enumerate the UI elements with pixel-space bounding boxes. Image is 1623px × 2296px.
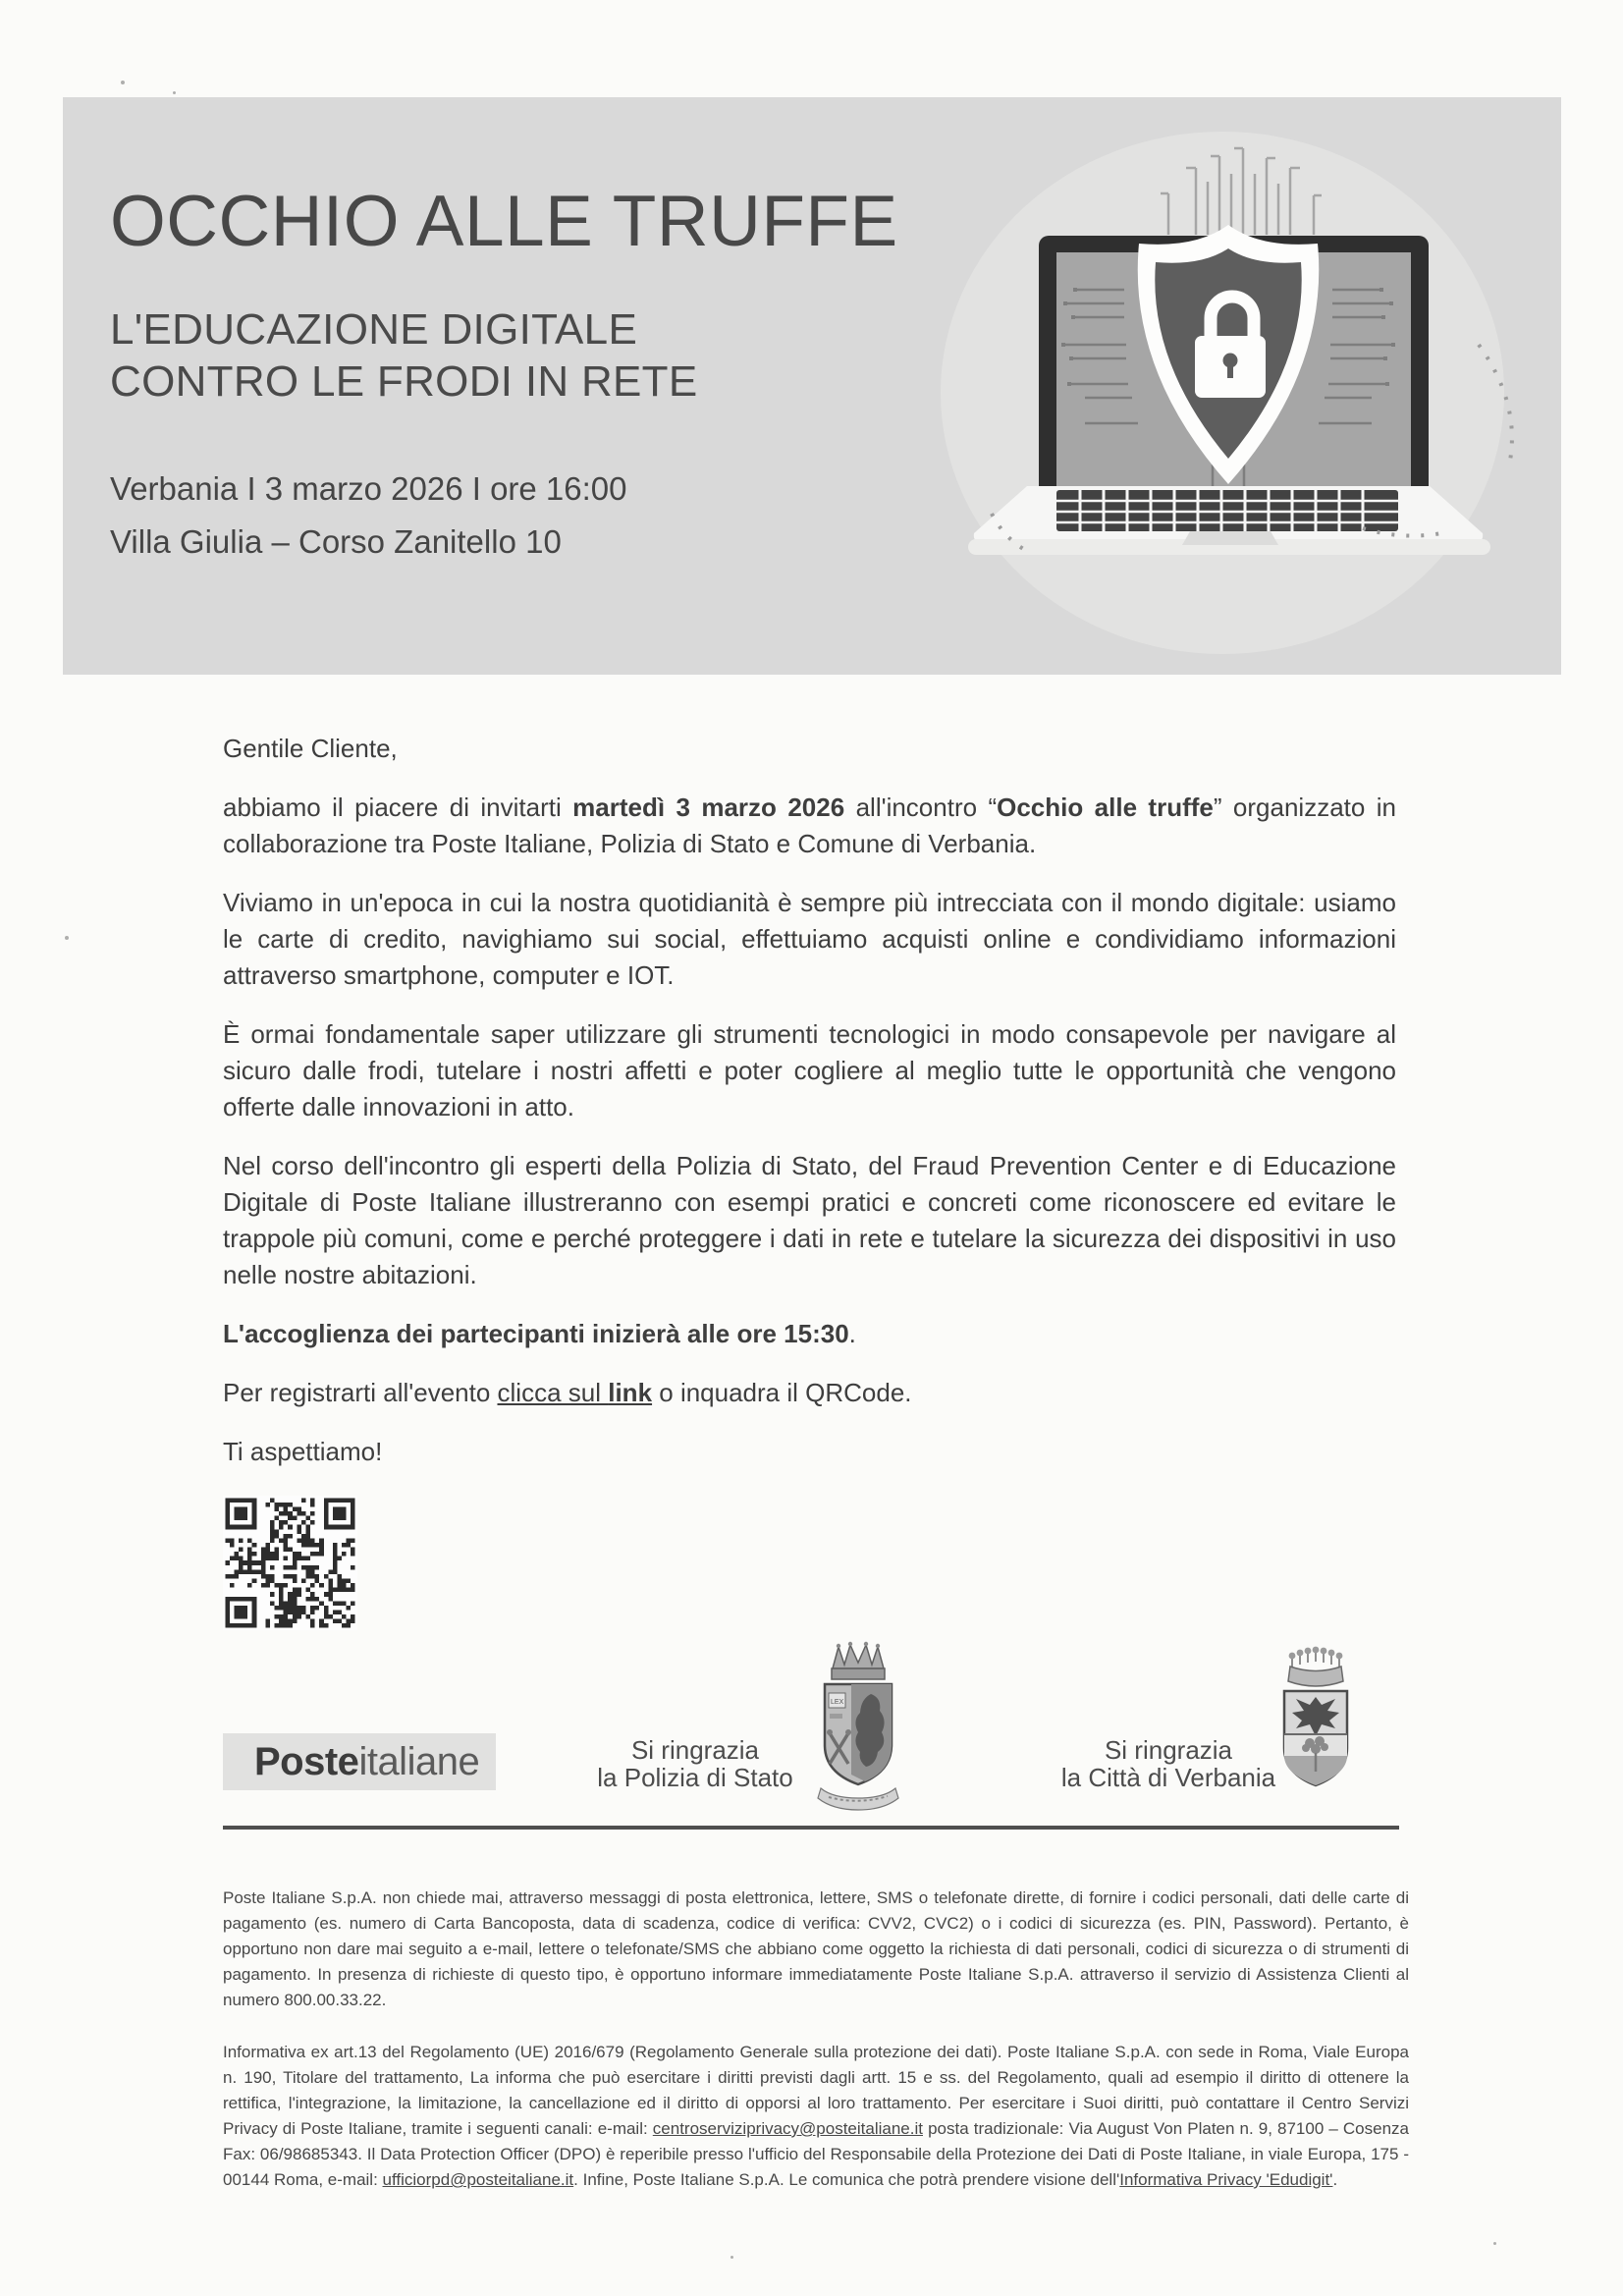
- scan-speck: [121, 81, 125, 84]
- legal-fine-print: [223, 1886, 1409, 2219]
- thanks-line2: la Città di Verbania: [1060, 1763, 1276, 1792]
- polizia-di-stato-crest-icon: [815, 1639, 901, 1818]
- paragraph-registration: [223, 1375, 1396, 1411]
- paragraph-awareness: È ormai fondamentale saper utilizzare gli strumenti tecnologici in modo consapevole per navigare al sicuro dalle frodi, tutelare i nostri affetti e poter cogliere al meglio tutte le opportunità che vengono offerte dalle innovazioni in atto.: [223, 1019, 1396, 1121]
- crest-motto-lex: LEX: [831, 1699, 844, 1706]
- thanks-line1: Si ringrazia: [1104, 1735, 1233, 1765]
- poste-logo-light: italiane: [358, 1739, 480, 1783]
- letter-body: [223, 731, 1396, 1630]
- event-subtitle-line1: L'EDUCAZIONE DIGITALE: [110, 305, 638, 354]
- gdpr-text: .: [1332, 2170, 1338, 2189]
- gdpr-text: . Infine, Poste Italiane S.p.A. Le comunica che potrà prendere visione dell': [573, 2170, 1120, 2189]
- invite-text: all'incontro “: [844, 793, 998, 822]
- laptop-base: [968, 486, 1490, 555]
- registration-text: o inquadra il QRCode.: [652, 1378, 912, 1407]
- scan-speck: [1493, 2242, 1496, 2245]
- welcome-time-bold: L'accoglienza dei partecipanti inizierà alle ore 15:30: [223, 1319, 849, 1348]
- welcome-time-tail: .: [848, 1319, 856, 1348]
- scan-speck: [173, 91, 176, 94]
- poste-italiane-logo: [223, 1733, 496, 1790]
- laptop-touchpad: [1182, 531, 1278, 545]
- thanks-citta-di-verbania: [1039, 1736, 1298, 1791]
- registration-text: Per registrarti all'evento: [223, 1378, 498, 1407]
- paragraph-experts: Nel corso dell'incontro gli esperti della Polizia di Stato, del Fraud Prevention Center e di Educazione Digitale di Poste Italiane illustreranno con esempi pratici e concreti come riconoscere ed evitare le trappole più comuni, come e perché proteggere i dati in rete e tutelare la sicurezza dei dispositivi in uso nelle nostre abitazioni.: [223, 1151, 1396, 1289]
- invite-date: martedì 3 marzo 2026: [572, 793, 845, 822]
- poste-logo-bold: Poste: [254, 1739, 359, 1783]
- header-banner: [63, 97, 1561, 675]
- gdpr-text: Informativa ex art.13 del Regolamento (UE) 2016/679 (Regolamento Generale sulla protezione dei dati). Poste Italiane S.p.A. con sede in Roma, Viale Europa n. 190, Titolare del trattamento, La informa che può esercitare i diritti previsti dagli artt. 15 e ss. del Regolamento, quali ad esempio il diritto di ottenere la rettifica, l'integrazione, la limitazione, la cancellazione ed il diritto di opporsi al loro trattamento. Per esercitare i Suoi diritti, può contattare il Centro Servizi Privacy di Poste Italiane, tramite i seguenti canali: e-mail:: [223, 2043, 1409, 2138]
- dpo-email-link[interactable]: ufficiorpd@posteitaliane.it: [382, 2170, 574, 2189]
- event-subtitle-line2: CONTRO LE FRODI IN RETE: [110, 357, 698, 406]
- event-when-where: [110, 463, 627, 569]
- event-date-time: Verbania I 3 marzo 2026 I ore 16:00: [110, 470, 627, 507]
- invite-event-name: Occhio alle truffe: [997, 793, 1214, 822]
- paragraph-digital-era: Viviamo in un'epoca in cui la nostra quotidianità è sempre più intrecciata con il mondo digitale: usiamo le carte di credito, navighiamo sui social, effettuiamo acquisti online e condividiamo informazioni attraverso smartphone, computer e IOT.: [223, 888, 1396, 990]
- thanks-line2: la Polizia di Stato: [597, 1763, 793, 1792]
- salutation: Gentile Cliente,: [223, 734, 398, 763]
- citta-di-verbania-crest-icon: [1272, 1646, 1359, 1795]
- scan-speck: [65, 936, 69, 940]
- gdpr-text: posta tradizionale: Via August Von Platen n. 9, 87100 – Cosenza Fax: 06/98685343. Il Data Protection Officer (DPO) è reperibile presso l'ufficio del Responsabile della Protezione dei Dati di Poste Italiane, in viale Europa, 175 - 00144 Roma, e-mail:: [223, 2119, 1409, 2189]
- invite-text: abbiamo il piacere di invitarti: [223, 793, 573, 822]
- registration-link[interactable]: [498, 1378, 653, 1407]
- privacy-email-link[interactable]: centroserviziprivacy@posteitaliane.it: [652, 2119, 923, 2138]
- paragraph-closing: Ti aspettiamo!: [223, 1437, 383, 1466]
- laptop-shield-lock-icon: [933, 97, 1561, 675]
- registration-link-text[interactable]: clicca sul: [497, 1378, 609, 1407]
- scan-speck: [730, 2256, 733, 2259]
- event-title: OCCHIO ALLE TRUFFE: [110, 182, 898, 261]
- thanks-line1: Si ringrazia: [630, 1735, 760, 1765]
- footer-divider: [223, 1826, 1399, 1830]
- paragraph-welcome-time: [223, 1316, 1396, 1352]
- gdpr-paragraph: [223, 2040, 1409, 2193]
- event-venue: Villa Giulia – Corso Zanitello 10: [110, 523, 562, 560]
- thanks-polizia-di-stato: [568, 1736, 823, 1791]
- registration-link-word[interactable]: link: [608, 1378, 653, 1407]
- fraud-warning-paragraph: Poste Italiane S.p.A. non chiede mai, attraverso messaggi di posta elettronica, lettere, SMS o telefonate dirette, di fornire i codici personali, dati delle carte di pagamento (es. numero di Carta Bancoposta, data di scadenza, codice di verifica: CVV2, CVC2) o i codici di sicurezza (es. PIN, Password). Pertanto, è opportuno non dare mai seguito a e-mail, lettere o telefonate/SMS che abbiano come oggetto la richiesta di dati personali, codici di sicurezza o di strumenti di pagamento. In presenza di richieste di questo tipo, è opportuno informare immediatamente Poste Italiane S.p.A. attraverso il servizio di Assistenza Clienti al numero 800.00.33.22.: [223, 1888, 1409, 2009]
- event-subtitle: [110, 303, 698, 408]
- qr-code: [223, 1496, 357, 1630]
- informativa-privacy-link[interactable]: Informativa Privacy 'Edudigit': [1119, 2170, 1333, 2189]
- paragraph-invitation: [223, 790, 1396, 862]
- invite-text: ” organizzato in collaborazione tra Poste Italiane, Polizia di Stato e Comune di Verbania.: [223, 793, 1396, 858]
